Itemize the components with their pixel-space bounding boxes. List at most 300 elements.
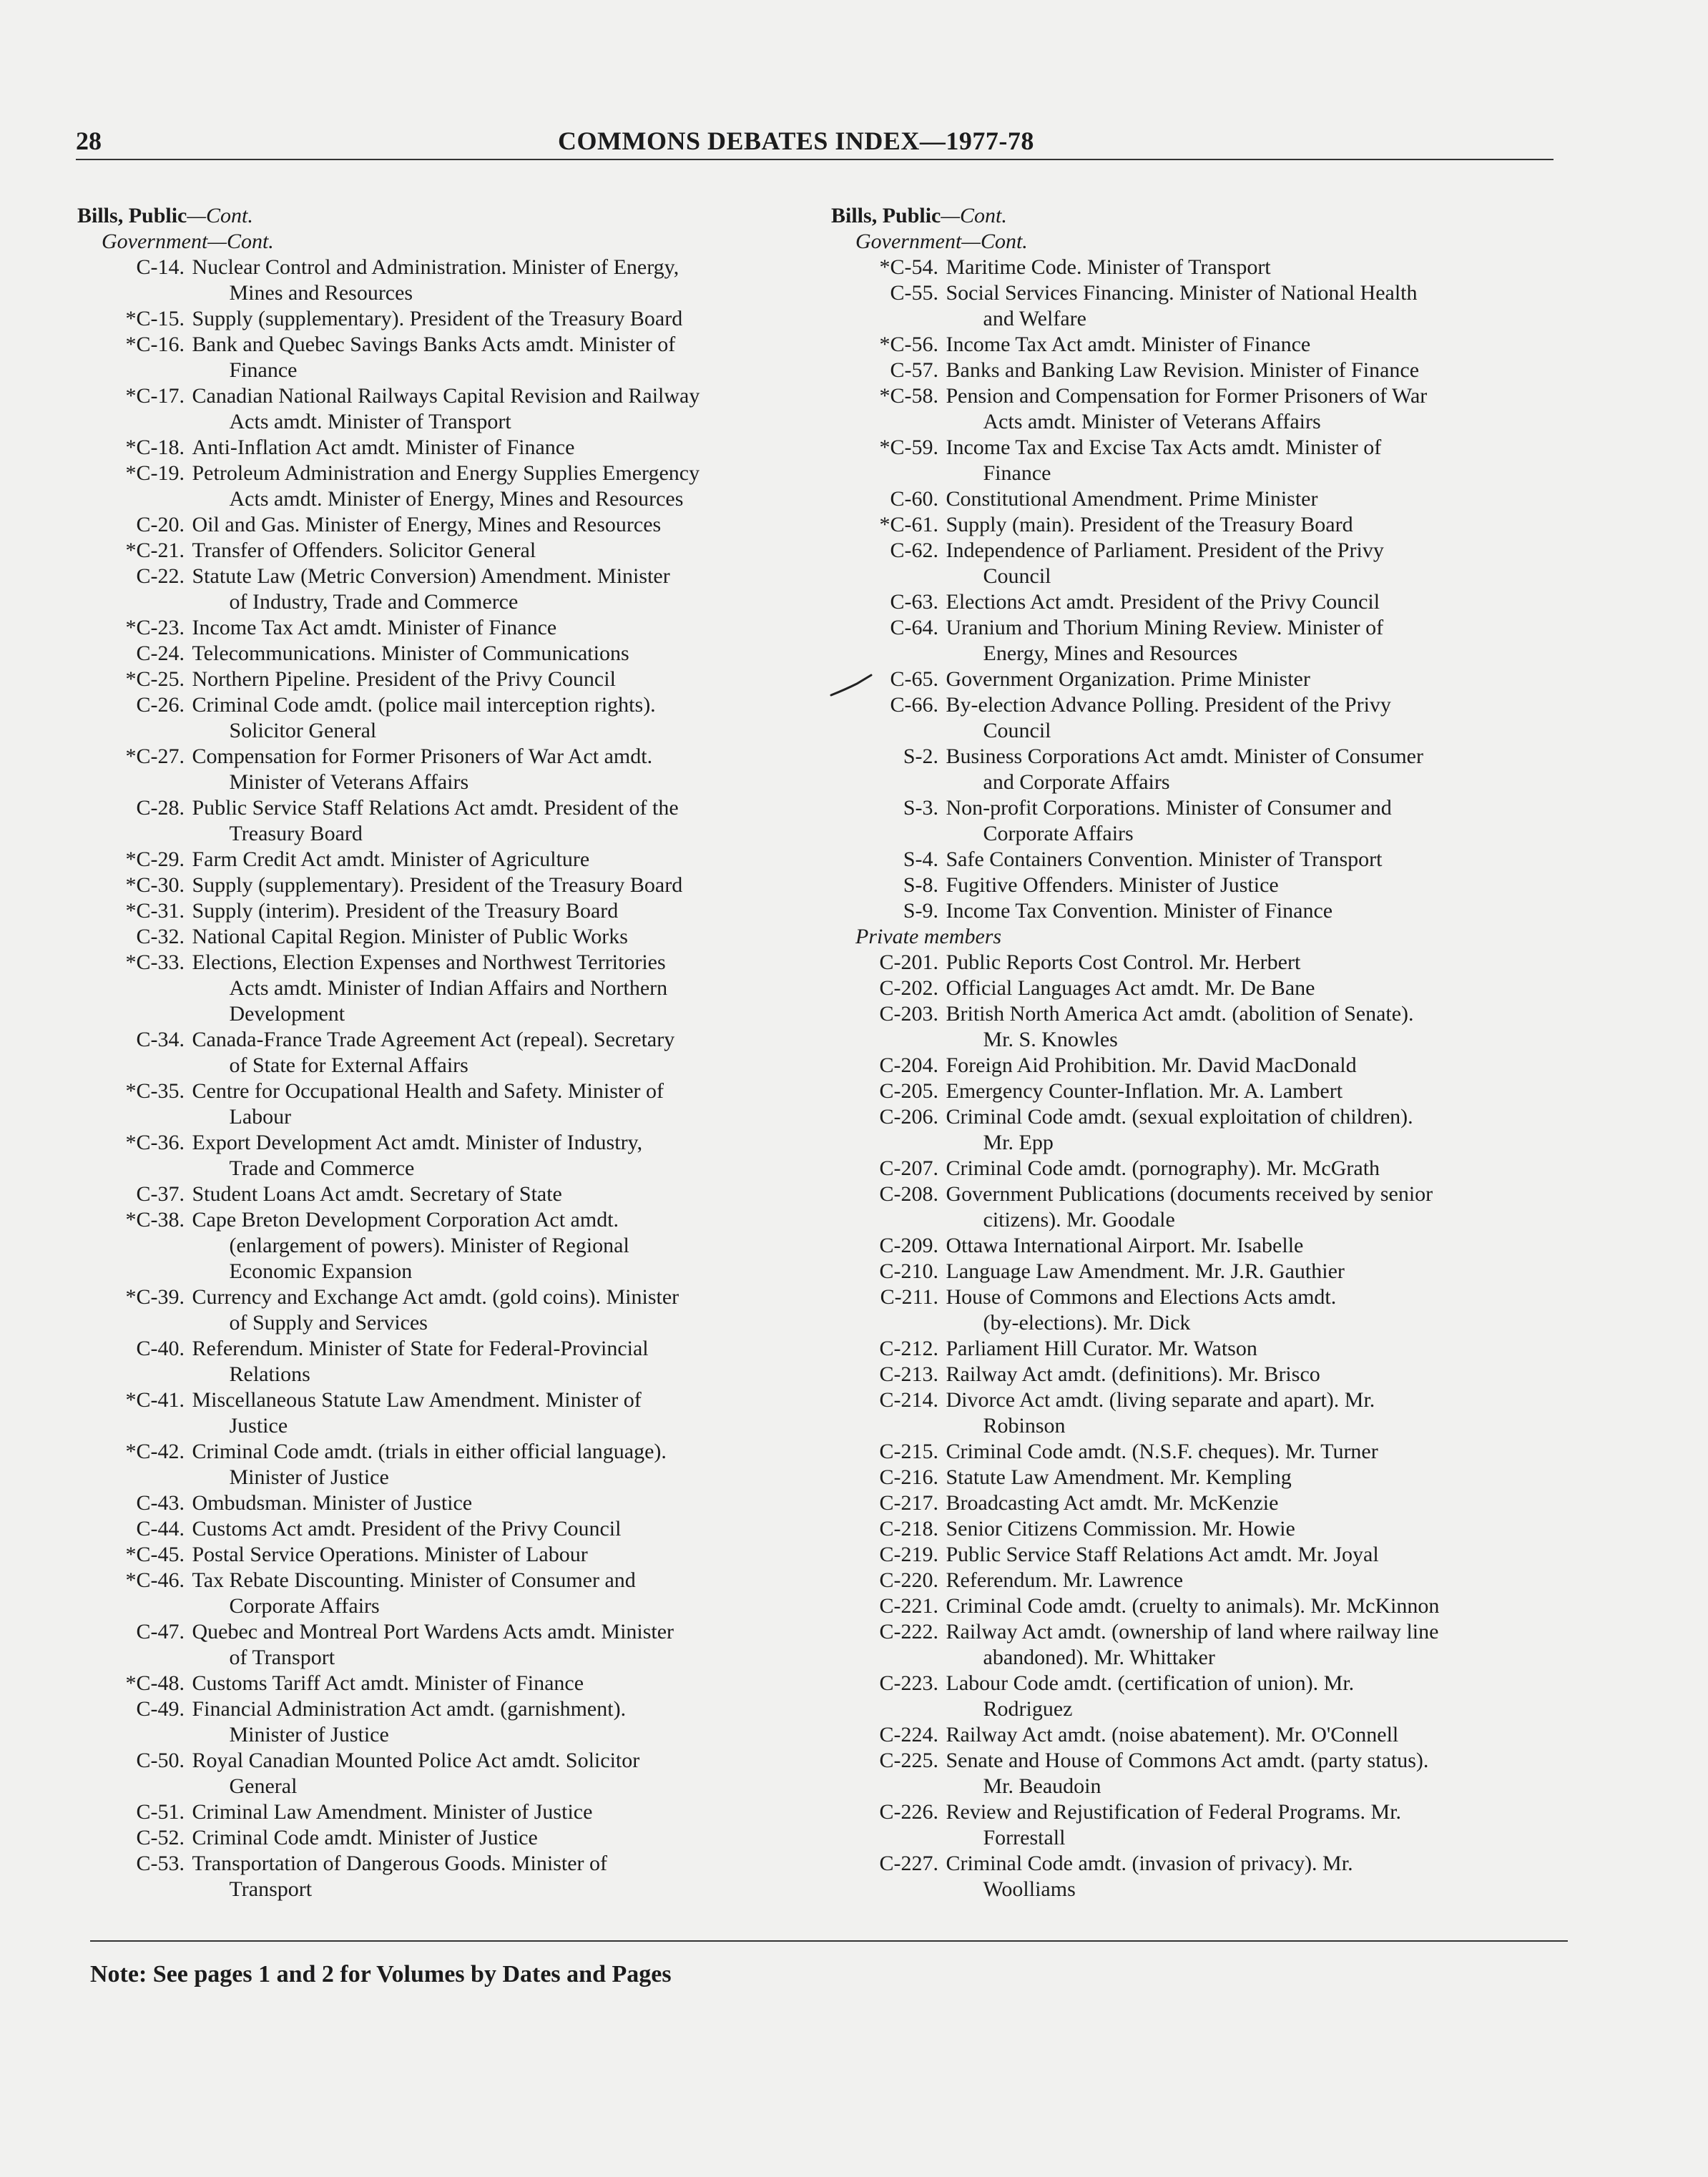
index-entry — [77, 1284, 835, 1336]
bill-number: C-225. — [879, 1749, 938, 1772]
description-line: Forrestall — [983, 1826, 1066, 1849]
index-entry — [77, 383, 835, 435]
index-entry — [831, 692, 1589, 744]
bill-description — [938, 950, 1589, 976]
bill-number: C-208. — [879, 1182, 938, 1206]
bill-description — [938, 1104, 1589, 1156]
index-entry — [831, 280, 1589, 332]
index-entry — [831, 1362, 1589, 1387]
bill-number: *C-58. — [879, 384, 938, 408]
index-entry — [831, 950, 1589, 976]
description-line: Uranium and Thorium Mining Review. Minister of — [946, 616, 1384, 639]
bill-number: C-64. — [890, 616, 938, 639]
bill-number: C-51. — [136, 1800, 185, 1824]
bill-description — [938, 486, 1589, 512]
description-line: Review and Rejustification of Federal Programs. Mr. — [946, 1800, 1402, 1824]
bill-description — [938, 898, 1589, 924]
bill-description — [938, 1156, 1589, 1181]
description-line: Telecommunications. Minister of Communications — [192, 642, 629, 665]
description-line: Ombudsman. Minister of Justice — [192, 1491, 473, 1515]
bill-description — [185, 512, 835, 538]
description-line: Compensation for Former Prisoners of War Act amdt. — [192, 744, 653, 768]
description-line: Council — [983, 564, 1051, 588]
description-line: Farm Credit Act amdt. Minister of Agriculture — [192, 847, 590, 871]
description-line: Currency and Exchange Act amdt. (gold coins). Minister — [192, 1285, 679, 1309]
description-line: Public Service Staff Relations Act amdt. President of the — [192, 796, 679, 820]
section-heading: Bills, Public—Cont. — [77, 204, 253, 227]
bill-number: C-37. — [136, 1182, 185, 1206]
description-line: Minister of Justice — [229, 1465, 389, 1489]
section-heading: Bills, Public—Cont. — [831, 204, 1007, 227]
bill-number: C-227. — [879, 1852, 938, 1875]
index-entry — [831, 1490, 1589, 1516]
description-line: of Supply and Services — [229, 1311, 428, 1335]
bill-description — [938, 1671, 1589, 1722]
bill-description — [938, 615, 1589, 667]
bill-number: *C-45. — [125, 1543, 185, 1566]
description-line: Council — [983, 719, 1051, 742]
bill-description — [938, 358, 1589, 383]
description-line: Criminal Code amdt. (pornography). Mr. McGrath — [946, 1156, 1380, 1180]
index-entry — [77, 1568, 835, 1619]
index-entry — [77, 332, 835, 383]
description-line: Labour — [229, 1105, 292, 1129]
bill-description — [938, 1722, 1589, 1748]
bill-description — [185, 1387, 835, 1439]
bill-number: *C-29. — [125, 847, 185, 871]
description-line: abandoned). Mr. Whittaker — [983, 1646, 1215, 1669]
bill-number: *C-38. — [125, 1208, 185, 1232]
bill-description — [185, 564, 835, 615]
description-line: Robinson — [983, 1414, 1066, 1438]
bill-description — [185, 1336, 835, 1387]
description-line: Cape Breton Development Corporation Act amdt. — [192, 1208, 619, 1232]
bill-number: *C-30. — [125, 873, 185, 897]
bill-number: *C-48. — [125, 1671, 185, 1695]
bill-description — [938, 795, 1589, 847]
bill-number: C-201. — [879, 950, 938, 974]
bill-number: C-66. — [890, 693, 938, 717]
bill-description — [185, 641, 835, 667]
description-line: Treasury Board — [229, 822, 363, 845]
bill-description — [938, 1619, 1589, 1671]
description-line: Government Organization. Prime Minister — [946, 667, 1310, 691]
index-entry — [831, 512, 1589, 538]
description-line: and Welfare — [983, 307, 1086, 330]
description-line: Criminal Code amdt. (sexual exploitation of children). — [946, 1105, 1413, 1129]
bill-description — [185, 1027, 835, 1078]
bill-description — [185, 667, 835, 692]
bill-number: S-2. — [903, 744, 938, 768]
index-entry — [831, 1619, 1589, 1671]
description-line: Public Reports Cost Control. Mr. Herbert — [946, 950, 1301, 974]
bill-number: S-4. — [903, 847, 938, 871]
bill-number: C-14. — [136, 255, 185, 279]
entry-list — [831, 950, 1589, 1902]
description-line: Acts amdt. Minister of Indian Affairs and Northern — [229, 976, 668, 1000]
description-line: Income Tax Act amdt. Minister of Finance — [946, 333, 1311, 356]
description-line: of Industry, Trade and Commerce — [229, 590, 519, 614]
index-entry — [831, 847, 1589, 873]
bill-description — [938, 1362, 1589, 1387]
description-line: Broadcasting Act amdt. Mr. McKenzie — [946, 1491, 1279, 1515]
bill-description — [938, 538, 1589, 589]
bill-description — [185, 1516, 835, 1542]
description-line: (enlargement of powers). Minister of Regional — [229, 1234, 629, 1257]
bill-description — [185, 1851, 835, 1902]
bill-description — [938, 1387, 1589, 1439]
bill-description — [938, 1284, 1589, 1336]
description-line: of Transport — [229, 1646, 335, 1669]
index-entry — [831, 1516, 1589, 1542]
subsection-heading: Government—Cont. — [102, 230, 274, 253]
description-line: Financial Administration Act amdt. (garnishment). — [192, 1697, 627, 1721]
bill-description — [938, 1439, 1589, 1465]
bill-description — [938, 1490, 1589, 1516]
bill-description — [938, 332, 1589, 358]
description-line: Income Tax Act amdt. Minister of Finance — [192, 616, 557, 639]
description-line: Supply (supplementary). President of the Treasury Board — [192, 873, 683, 897]
index-entry — [831, 1568, 1589, 1593]
description-line: Statute Law (Metric Conversion) Amendment. Minister — [192, 564, 670, 588]
bill-number: *C-21. — [125, 539, 185, 562]
description-line: Oil and Gas. Minister of Energy, Mines and Resources — [192, 513, 662, 536]
index-entry — [831, 435, 1589, 486]
bill-description — [938, 692, 1589, 744]
bill-number: C-62. — [890, 539, 938, 562]
bill-description — [185, 692, 835, 744]
index-entry — [77, 692, 835, 744]
index-entry — [831, 255, 1589, 280]
index-entry — [831, 744, 1589, 795]
index-entry — [77, 461, 835, 512]
description-line: Finance — [983, 461, 1051, 485]
description-line: Minister of Veterans Affairs — [229, 770, 469, 794]
index-entry — [77, 1825, 835, 1851]
index-entry — [77, 1207, 835, 1284]
description-line: Elections, Election Expenses and Northwest Territories — [192, 950, 666, 974]
description-line: Student Loans Act amdt. Secretary of State — [192, 1182, 562, 1206]
description-line: Income Tax Convention. Minister of Finance — [946, 899, 1333, 923]
bill-description — [938, 1748, 1589, 1799]
index-entry — [77, 512, 835, 538]
bill-number: *C-27. — [125, 744, 185, 768]
description-line: Railway Act amdt. (noise abatement). Mr. O'Connell — [946, 1723, 1399, 1746]
description-line: Criminal Code amdt. Minister of Justice — [192, 1826, 538, 1849]
description-line: Solicitor General — [229, 719, 377, 742]
bill-number: C-50. — [136, 1749, 185, 1772]
description-line: Petroleum Administration and Energy Supplies Emergency — [192, 461, 700, 485]
description-line: Independence of Parliament. President of the Privy — [946, 539, 1384, 562]
bill-number: C-40. — [136, 1337, 185, 1360]
bill-number: C-202. — [879, 976, 938, 1000]
bill-description — [938, 976, 1589, 1001]
bill-number: *C-17. — [125, 384, 185, 408]
description-line: Canada-France Trade Agreement Act (repeal). Secretary — [192, 1028, 675, 1051]
index-entry — [831, 1078, 1589, 1104]
bill-description — [938, 1799, 1589, 1851]
index-entry — [77, 667, 835, 692]
bill-description — [938, 667, 1589, 692]
bill-number: C-49. — [136, 1697, 185, 1721]
bill-number: C-52. — [136, 1826, 185, 1849]
bill-description — [938, 1516, 1589, 1542]
bill-description — [938, 1336, 1589, 1362]
description-line: Mines and Resources — [229, 281, 413, 305]
bill-number: *C-35. — [125, 1079, 185, 1103]
bill-description — [185, 847, 835, 873]
description-line: Language Law Amendment. Mr. J.R. Gauthier — [946, 1259, 1345, 1283]
bill-description — [185, 744, 835, 795]
page-title: COMMONS DEBATES INDEX—1977-78 — [558, 127, 1034, 155]
bill-description — [185, 1207, 835, 1284]
description-line: Mr. S. Knowles — [983, 1028, 1118, 1051]
description-line: Referendum. Minister of State for Federal-Provincial — [192, 1337, 649, 1360]
description-line: Railway Act amdt. (definitions). Mr. Brisco — [946, 1362, 1320, 1386]
bill-number: *C-16. — [125, 333, 185, 356]
bill-description — [185, 615, 835, 641]
index-entry — [831, 589, 1589, 615]
bill-description — [185, 1181, 835, 1207]
bill-description — [938, 1001, 1589, 1053]
description-line: Elections Act amdt. President of the Privy Council — [946, 590, 1380, 614]
index-entry — [77, 564, 835, 615]
description-line: Criminal Code amdt. (invasion of privacy). Mr. — [946, 1852, 1353, 1875]
index-entry — [831, 1748, 1589, 1799]
index-entry — [77, 950, 835, 1027]
bill-description — [938, 1465, 1589, 1490]
bill-description — [938, 589, 1589, 615]
bill-number: *C-42. — [125, 1440, 185, 1463]
bill-number: C-215. — [879, 1440, 938, 1463]
description-line: Banks and Banking Law Revision. Minister of Finance — [946, 358, 1420, 382]
bill-description — [185, 1568, 835, 1619]
subsection-heading: Government—Cont. — [855, 230, 1028, 253]
bill-number: C-203. — [879, 1002, 938, 1026]
bill-description — [938, 847, 1589, 873]
description-line: Tax Rebate Discounting. Minister of Consumer and — [192, 1568, 636, 1592]
index-entry — [77, 1181, 835, 1207]
description-line: Canadian National Railways Capital Revision and Railway — [192, 384, 700, 408]
description-line: Criminal Code amdt. (police mail interception rights). — [192, 693, 656, 717]
description-line: Corporate Affairs — [983, 822, 1134, 845]
index-entry — [831, 795, 1589, 847]
description-line: Official Languages Act amdt. Mr. De Bane — [946, 976, 1315, 1000]
bill-description — [938, 255, 1589, 280]
bill-number: C-206. — [879, 1105, 938, 1129]
description-line: House of Commons and Elections Acts amdt. — [946, 1285, 1337, 1309]
index-entry — [831, 1799, 1589, 1851]
bill-description — [938, 280, 1589, 332]
bill-description — [185, 538, 835, 564]
bill-number: *C-59. — [879, 436, 938, 459]
description-line: Royal Canadian Mounted Police Act amdt. Solicitor — [192, 1749, 640, 1772]
index-entry — [831, 1387, 1589, 1439]
index-entry — [77, 1851, 835, 1902]
bill-description — [185, 383, 835, 435]
description-line: Bank and Quebec Savings Banks Acts amdt. Minister of — [192, 333, 676, 356]
description-line: Transport — [229, 1877, 313, 1901]
description-line: By-election Advance Polling. President of the Privy — [946, 693, 1391, 717]
description-line: Anti-Inflation Act amdt. Minister of Finance — [192, 436, 575, 459]
bill-description — [185, 306, 835, 332]
index-entry — [831, 873, 1589, 898]
bill-number: C-219. — [879, 1543, 938, 1566]
footer-rule — [90, 1940, 1568, 1942]
bill-description — [938, 1181, 1589, 1233]
bill-number: C-60. — [890, 487, 938, 511]
bill-number: *C-25. — [125, 667, 185, 691]
header-rule — [76, 159, 1554, 160]
bill-number: *C-33. — [125, 950, 185, 974]
description-line: Foreign Aid Prohibition. Mr. David MacDonald — [946, 1053, 1357, 1077]
page-number: 28 — [76, 127, 102, 155]
bill-description — [185, 1825, 835, 1851]
description-line: National Capital Region. Minister of Public Works — [192, 925, 628, 948]
description-line: Nuclear Control and Administration. Minister of Energy, — [192, 255, 679, 279]
index-entry — [831, 1465, 1589, 1490]
bill-number: *C-19. — [125, 461, 185, 485]
description-line: Senior Citizens Commission. Mr. Howie — [946, 1517, 1295, 1540]
footer-note: Note: See pages 1 and 2 for Volumes by Dates and Pages — [90, 1961, 672, 1987]
description-line: Customs Tariff Act amdt. Minister of Finance — [192, 1671, 584, 1695]
bill-number: C-205. — [879, 1079, 938, 1103]
bill-description — [938, 1542, 1589, 1568]
bill-number: C-55. — [890, 281, 938, 305]
index-entry — [831, 1336, 1589, 1362]
right-column — [831, 203, 1589, 1902]
bill-number: C-214. — [879, 1388, 938, 1412]
bill-number: C-207. — [879, 1156, 938, 1180]
index-entry — [831, 1593, 1589, 1619]
bill-description — [185, 255, 835, 306]
description-line: Export Development Act amdt. Minister of Industry, — [192, 1131, 643, 1154]
description-line: Public Service Staff Relations Act amdt. Mr. Joyal — [946, 1543, 1379, 1566]
bill-description — [185, 1439, 835, 1490]
description-line: Postal Service Operations. Minister of Labour — [192, 1543, 588, 1566]
description-line: Centre for Occupational Health and Safety. Minister of — [192, 1079, 664, 1103]
bill-number: *C-23. — [125, 616, 185, 639]
description-line: Maritime Code. Minister of Transport — [946, 255, 1271, 279]
index-entry — [77, 847, 835, 873]
bill-description — [185, 1130, 835, 1181]
bill-number: *C-36. — [125, 1131, 185, 1154]
bill-description — [938, 744, 1589, 795]
bill-number: C-34. — [136, 1028, 185, 1051]
bill-number: *C-56. — [879, 333, 938, 356]
description-line: Development — [229, 1002, 345, 1026]
description-line: Justice — [229, 1414, 288, 1438]
bill-description — [185, 924, 835, 950]
bill-number: C-220. — [879, 1568, 938, 1592]
index-entry — [77, 898, 835, 924]
index-entry — [77, 1387, 835, 1439]
bill-description — [185, 1799, 835, 1825]
bill-description — [938, 1568, 1589, 1593]
left-column — [77, 203, 835, 1902]
index-entry — [77, 1490, 835, 1516]
description-line: Minister of Justice — [229, 1723, 389, 1746]
bill-number: C-47. — [136, 1620, 185, 1643]
index-entry — [77, 1336, 835, 1387]
bill-number: C-28. — [136, 796, 185, 820]
bill-number: C-213. — [879, 1362, 938, 1386]
bill-description — [185, 1284, 835, 1336]
bill-number: C-53. — [136, 1852, 185, 1875]
index-entry — [831, 976, 1589, 1001]
description-line: Transfer of Offenders. Solicitor General — [192, 539, 536, 562]
index-entry — [77, 924, 835, 950]
description-line: Mr. Epp — [983, 1131, 1054, 1154]
bill-number: C-24. — [136, 642, 185, 665]
bill-number: S-8. — [903, 873, 938, 897]
bill-number: C-65. — [890, 667, 938, 691]
description-line: Referendum. Mr. Lawrence — [946, 1568, 1184, 1592]
index-entry — [77, 1671, 835, 1696]
bill-description — [938, 1851, 1589, 1902]
bill-number: *C-46. — [125, 1568, 185, 1592]
description-line: Social Services Financing. Minister of National Health — [946, 281, 1418, 305]
description-line: Northern Pipeline. President of the Privy Council — [192, 667, 616, 691]
index-entry — [831, 1259, 1589, 1284]
index-entry — [77, 538, 835, 564]
bill-number: C-26. — [136, 693, 185, 717]
description-line: Acts amdt. Minister of Transport — [229, 410, 511, 433]
bill-description — [185, 1490, 835, 1516]
index-entry — [77, 1516, 835, 1542]
entry-list — [831, 255, 1589, 924]
bill-description — [938, 1259, 1589, 1284]
bill-number: C-32. — [136, 925, 185, 948]
bill-description — [938, 873, 1589, 898]
bill-description — [185, 1671, 835, 1696]
bill-description — [185, 332, 835, 383]
index-entry — [77, 641, 835, 667]
description-line: Criminal Code amdt. (N.S.F. cheques). Mr. Turner — [946, 1440, 1378, 1463]
description-line: Senate and House of Commons Act amdt. (party status). — [946, 1749, 1429, 1772]
bill-number: S-9. — [903, 899, 938, 923]
bill-number: *C-18. — [125, 436, 185, 459]
description-line: Supply (main). President of the Treasury Board — [946, 513, 1353, 536]
index-entry — [831, 1104, 1589, 1156]
description-line: General — [229, 1774, 298, 1798]
description-line: Supply (interim). President of the Treasury Board — [192, 899, 619, 923]
index-entry — [831, 1053, 1589, 1078]
index-entry — [831, 1284, 1589, 1336]
description-line: of State for External Affairs — [229, 1053, 468, 1077]
description-line: Business Corporations Act amdt. Minister of Consumer — [946, 744, 1423, 768]
index-entry — [77, 1619, 835, 1671]
index-entry — [831, 538, 1589, 589]
index-entry — [831, 1722, 1589, 1748]
bill-number: S-3. — [903, 796, 938, 820]
bill-number: C-63. — [890, 590, 938, 614]
bill-description — [185, 1619, 835, 1671]
description-line: Energy, Mines and Resources — [983, 642, 1238, 665]
description-line: Parliament Hill Curator. Mr. Watson — [946, 1337, 1257, 1360]
bill-description — [185, 1078, 835, 1130]
bill-number: C-217. — [879, 1491, 938, 1515]
description-line: Quebec and Montreal Port Wardens Acts amdt. Minister — [192, 1620, 674, 1643]
index-entry — [831, 332, 1589, 358]
bill-number: C-223. — [879, 1671, 938, 1695]
bill-number: *C-39. — [125, 1285, 185, 1309]
bill-description — [938, 1078, 1589, 1104]
description-line: Statute Law Amendment. Mr. Kempling — [946, 1465, 1292, 1489]
index-entry — [831, 1439, 1589, 1465]
description-line: Rodriguez — [983, 1697, 1073, 1721]
bill-number: *C-41. — [125, 1388, 185, 1412]
